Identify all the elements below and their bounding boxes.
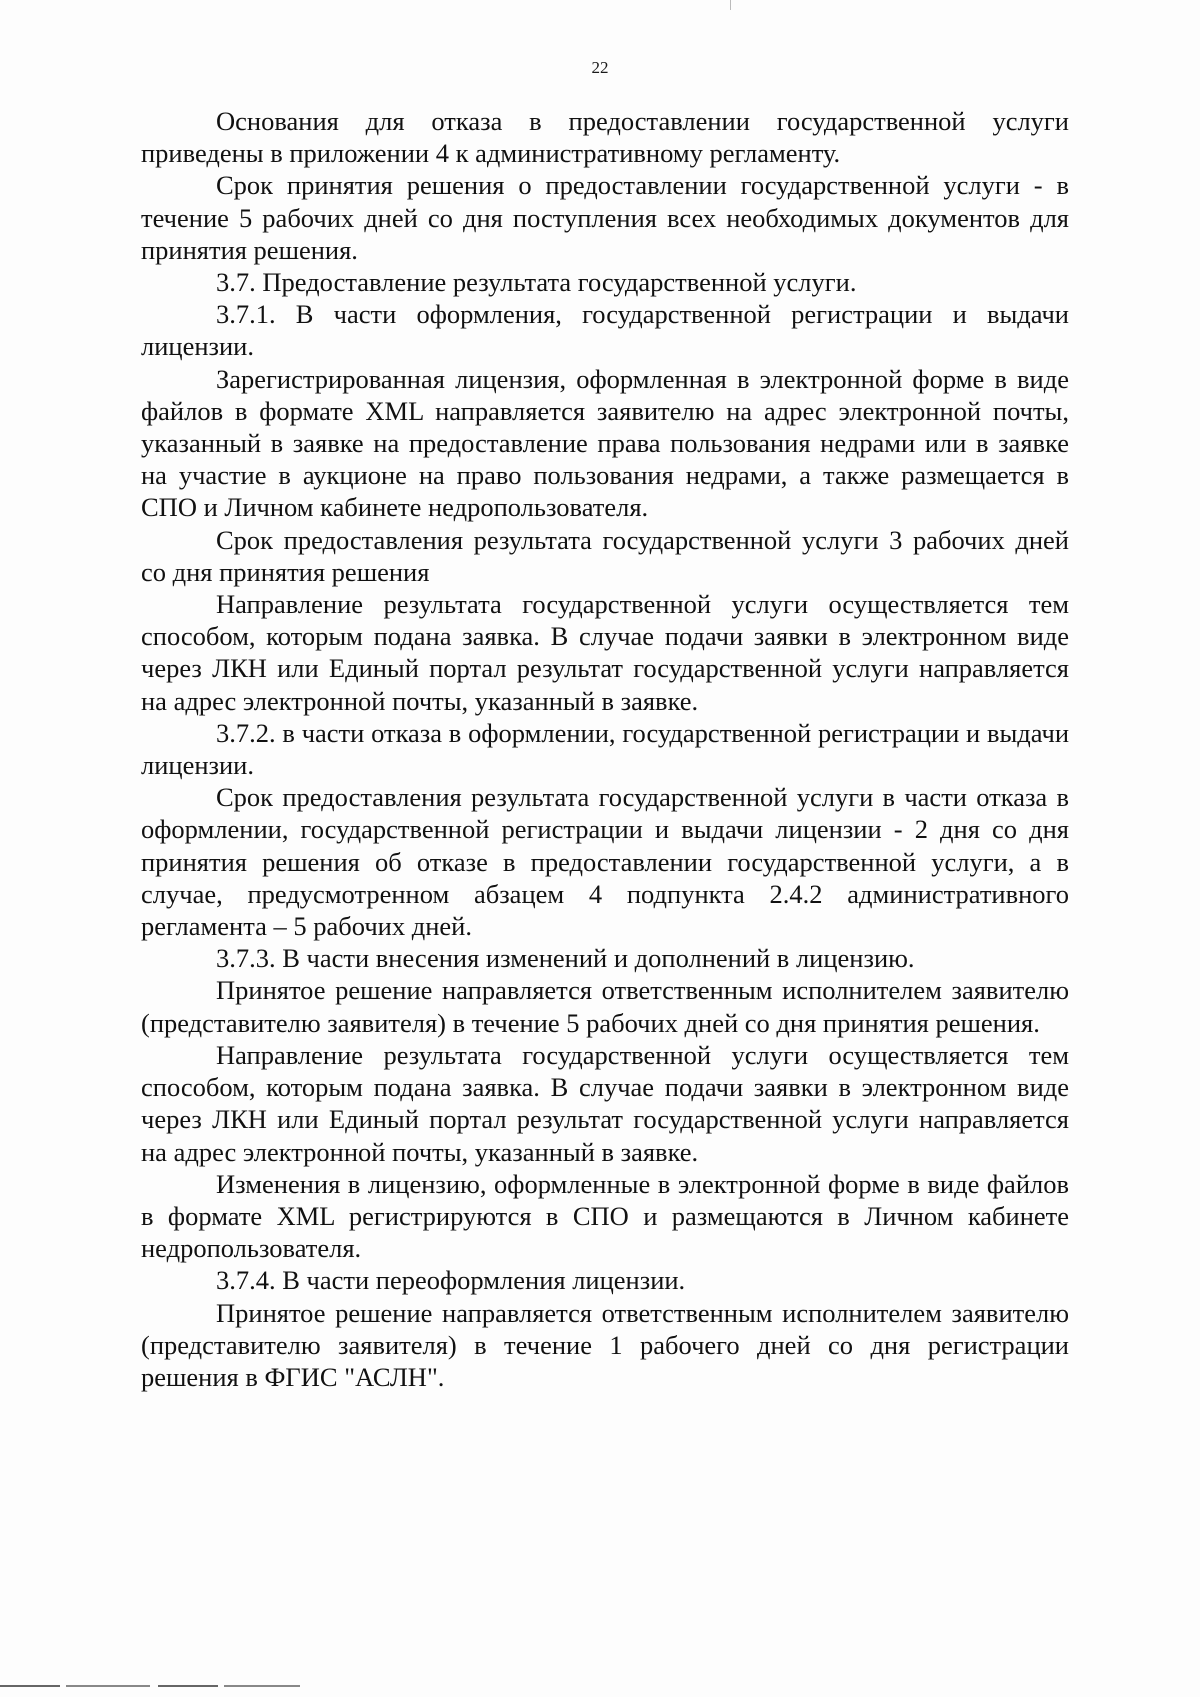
scan-edge-line [0,1685,300,1687]
section-heading-3-7-1: 3.7.1. В части оформления, государственной регистрации и выдачи лицензии. [141,299,1069,362]
scan-artifact [730,0,731,10]
section-heading-3-7-2: 3.7.2. в части отказа в оформлении, государственной регистрации и выдачи лицензии. [141,717,1069,781]
section-heading-3-7: 3.7. Предоставление результата государственной услуги. [216,267,857,298]
section-heading-3-7-4: 3.7.4. В части переоформления лицензии. [216,1265,686,1296]
document-body [141,105,1069,1393]
paragraph-registered-license: Зарегистрированная лицензия, оформленная в электронной форме в виде файлов в формате XML направляется заявителю на адрес электронной почты, указанный в заявке на предоставление права пользования недрами или в заявке на участие в аукционе на право пользования недрами, а также размещается в СПО и Личном кабинете недропользователя. [141,363,1069,523]
paragraph-refusal-term: Срок предоставления результата государственной услуги в части отказа в оформлении, государственной регистрации и выдачи лицензии - 2 дня со дня принятия решения об отказе в предоставлении государственной услуги, а в случае, предусмотренном абзацем 4 подпункта 2.4.2 административного регламента – 5 рабочих дней. [141,782,1069,942]
paragraph-license-changes: Изменения в лицензию, оформленные в электронной форме в виде файлов в формате XML регистрируются в СПО и размещаются в Личном кабинете недропользователя. [141,1168,1069,1264]
paragraph-refusal-grounds: Основания для отказа в предоставлении государственной услуги приведены в приложении 4 к административному регламенту. [141,106,1069,169]
paragraph-result-term: Срок предоставления результата государственной услуги 3 рабочих дней со дня принятия решения [141,524,1069,587]
paragraph-result-delivery: Направление результата государственной услуги осуществляется тем способом, которым подана заявка. В случае подачи заявки в электронном виде через ЛКН или Единый портал результат государственной услуги направляется на адрес электронной почты, указанный в заявке. [141,589,1069,716]
section-heading-3-7-3: 3.7.3. В части внесения изменений и дополнений в лицензию. [216,943,915,974]
page-number: 22 [591,58,609,77]
paragraph-reissue-decision: Принятое решение направляется ответственным исполнителем заявителю (представителю заявителя) в течение 1 рабочего дней со дня регистрации решения в ФГИС "АСЛН". [141,1297,1069,1392]
paragraph-decision-term: Срок принятия решения о предоставлении государственной услуги - в течение 5 рабочих дней со дня поступления всех необходимых документов для принятия решения. [141,170,1069,265]
paragraph-result-delivery-2: Направление результата государственной услуги осуществляется тем способом, которым подана заявка. В случае подачи заявки в электронном виде через ЛКН или Единый портал результат государственной услуги направляется на адрес электронной почты, указанный в заявке. [141,1039,1069,1167]
paragraph-decision-sent: Принятое решение направляется ответственным исполнителем заявителю (представителю заявителя) в течение 5 рабочих дней со дня принятия решения. [141,975,1069,1038]
